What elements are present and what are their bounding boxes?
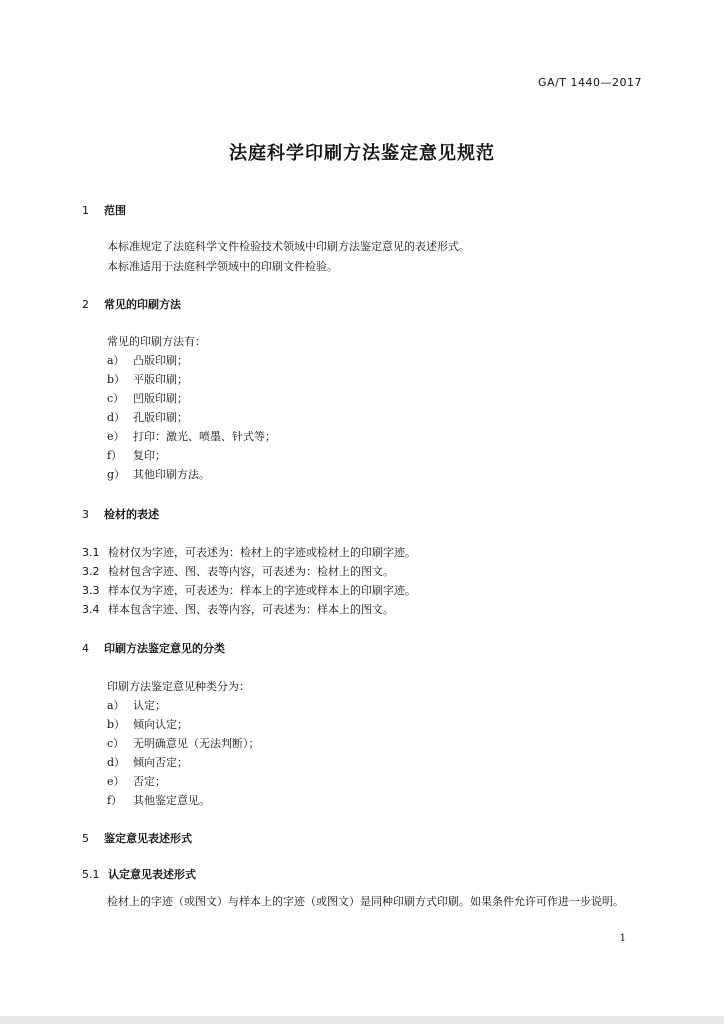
- section-number: 4: [82, 642, 89, 655]
- list-item: [107, 466, 210, 482]
- clause-text: 检材仅为字迹，可表述为：检材上的字迹或检材上的印刷字迹。: [108, 546, 416, 559]
- list-label: f）: [107, 449, 123, 462]
- list-label: c）: [107, 737, 125, 750]
- list-text: 平版印刷；: [133, 373, 188, 386]
- subsection-number: 5.1: [82, 868, 100, 881]
- list-item: [107, 371, 188, 387]
- list-text: 否定；: [133, 775, 166, 788]
- list-label: d）: [107, 411, 126, 424]
- section-title: 印刷方法鉴定意见的分类: [104, 642, 225, 655]
- list-intro: 印刷方法鉴定意见种类分为：: [107, 680, 250, 693]
- clause: [82, 601, 394, 617]
- document-title: 法庭科学印刷方法鉴定意见规范: [229, 143, 495, 164]
- list-text: 无明确意见（无法判断）；: [133, 737, 260, 750]
- list-item: [107, 447, 166, 463]
- subsection-title: 认定意见表述形式: [108, 868, 196, 881]
- section-title: 鉴定意见表述形式: [104, 832, 192, 845]
- section-number: 1: [82, 204, 89, 217]
- standard-number: GA/T 1440—2017: [538, 76, 642, 89]
- section-1-heading: [82, 202, 126, 218]
- section-4-heading: [82, 640, 225, 656]
- list-item: [107, 792, 210, 808]
- section-2-heading: [82, 296, 181, 312]
- list-text: 凹版印刷；: [133, 392, 188, 405]
- list-text: 其他印刷方法。: [133, 468, 210, 481]
- paragraph: 本标准适用于法庭科学领域中的印刷文件检验。: [107, 260, 338, 273]
- clause-number: 3.1: [82, 546, 100, 559]
- clause-number: 3.3: [82, 584, 100, 597]
- list-label: b）: [107, 718, 126, 731]
- list-text: 复印；: [133, 449, 166, 462]
- clause-text: 检材包含字迹、图、表等内容，可表述为：检材上的图文。: [108, 565, 394, 578]
- section-3-heading: [82, 506, 159, 522]
- list-item: [107, 428, 276, 444]
- list-text: 打印：激光、喷墨、针式等；: [133, 430, 276, 443]
- section-5-heading: [82, 830, 192, 846]
- clause: [82, 544, 416, 560]
- list-item: [107, 773, 166, 789]
- list-text: 倾向认定；: [133, 718, 188, 731]
- clause-text: 样本仅为字迹，可表述为：样本上的字迹或样本上的印刷字迹。: [108, 584, 416, 597]
- list-item: [107, 697, 166, 713]
- clause-text: 样本包含字迹、图、表等内容，可表述为：样本上的图文。: [108, 603, 394, 616]
- list-item: [107, 390, 188, 406]
- list-label: a）: [107, 354, 125, 367]
- section-number: 5: [82, 832, 89, 845]
- section-title: 常见的印刷方法: [104, 298, 181, 311]
- list-text: 倾向否定；: [133, 756, 188, 769]
- list-text: 孔版印刷；: [133, 411, 188, 424]
- paragraph: 本标准规定了法庭科学文件检验技术领域中印刷方法鉴定意见的表述形式。: [107, 240, 470, 253]
- subsection-5-1-heading: [82, 866, 196, 882]
- clause-number: 3.4: [82, 603, 100, 616]
- page-number: 1: [619, 933, 626, 944]
- list-item: [107, 352, 188, 368]
- paragraph: 检材上的字迹（或图文）与样本上的字迹（或图文）是同种印刷方式印刷。如果条件允许可作进一步说明。: [107, 895, 624, 908]
- list-intro: 常见的印刷方法有：: [107, 335, 206, 348]
- section-title: 范围: [104, 204, 126, 217]
- section-number: 3: [82, 508, 89, 521]
- list-item: [107, 735, 260, 751]
- list-label: b）: [107, 373, 126, 386]
- list-item: [107, 754, 188, 770]
- list-label: c）: [107, 392, 125, 405]
- list-label: a）: [107, 699, 125, 712]
- list-label: d）: [107, 756, 126, 769]
- list-item: [107, 716, 188, 732]
- list-label: g）: [107, 468, 126, 481]
- list-label: e）: [107, 430, 125, 443]
- clause: [82, 582, 416, 598]
- clause-number: 3.2: [82, 565, 100, 578]
- viewer-bottom-edge: [0, 1016, 724, 1024]
- list-item: [107, 409, 188, 425]
- section-number: 2: [82, 298, 89, 311]
- list-label: e）: [107, 775, 125, 788]
- section-title: 检材的表述: [104, 508, 159, 521]
- clause: [82, 563, 394, 579]
- list-label: f）: [107, 794, 123, 807]
- list-text: 凸版印刷；: [133, 354, 188, 367]
- list-text: 认定；: [133, 699, 166, 712]
- list-text: 其他鉴定意见。: [133, 794, 210, 807]
